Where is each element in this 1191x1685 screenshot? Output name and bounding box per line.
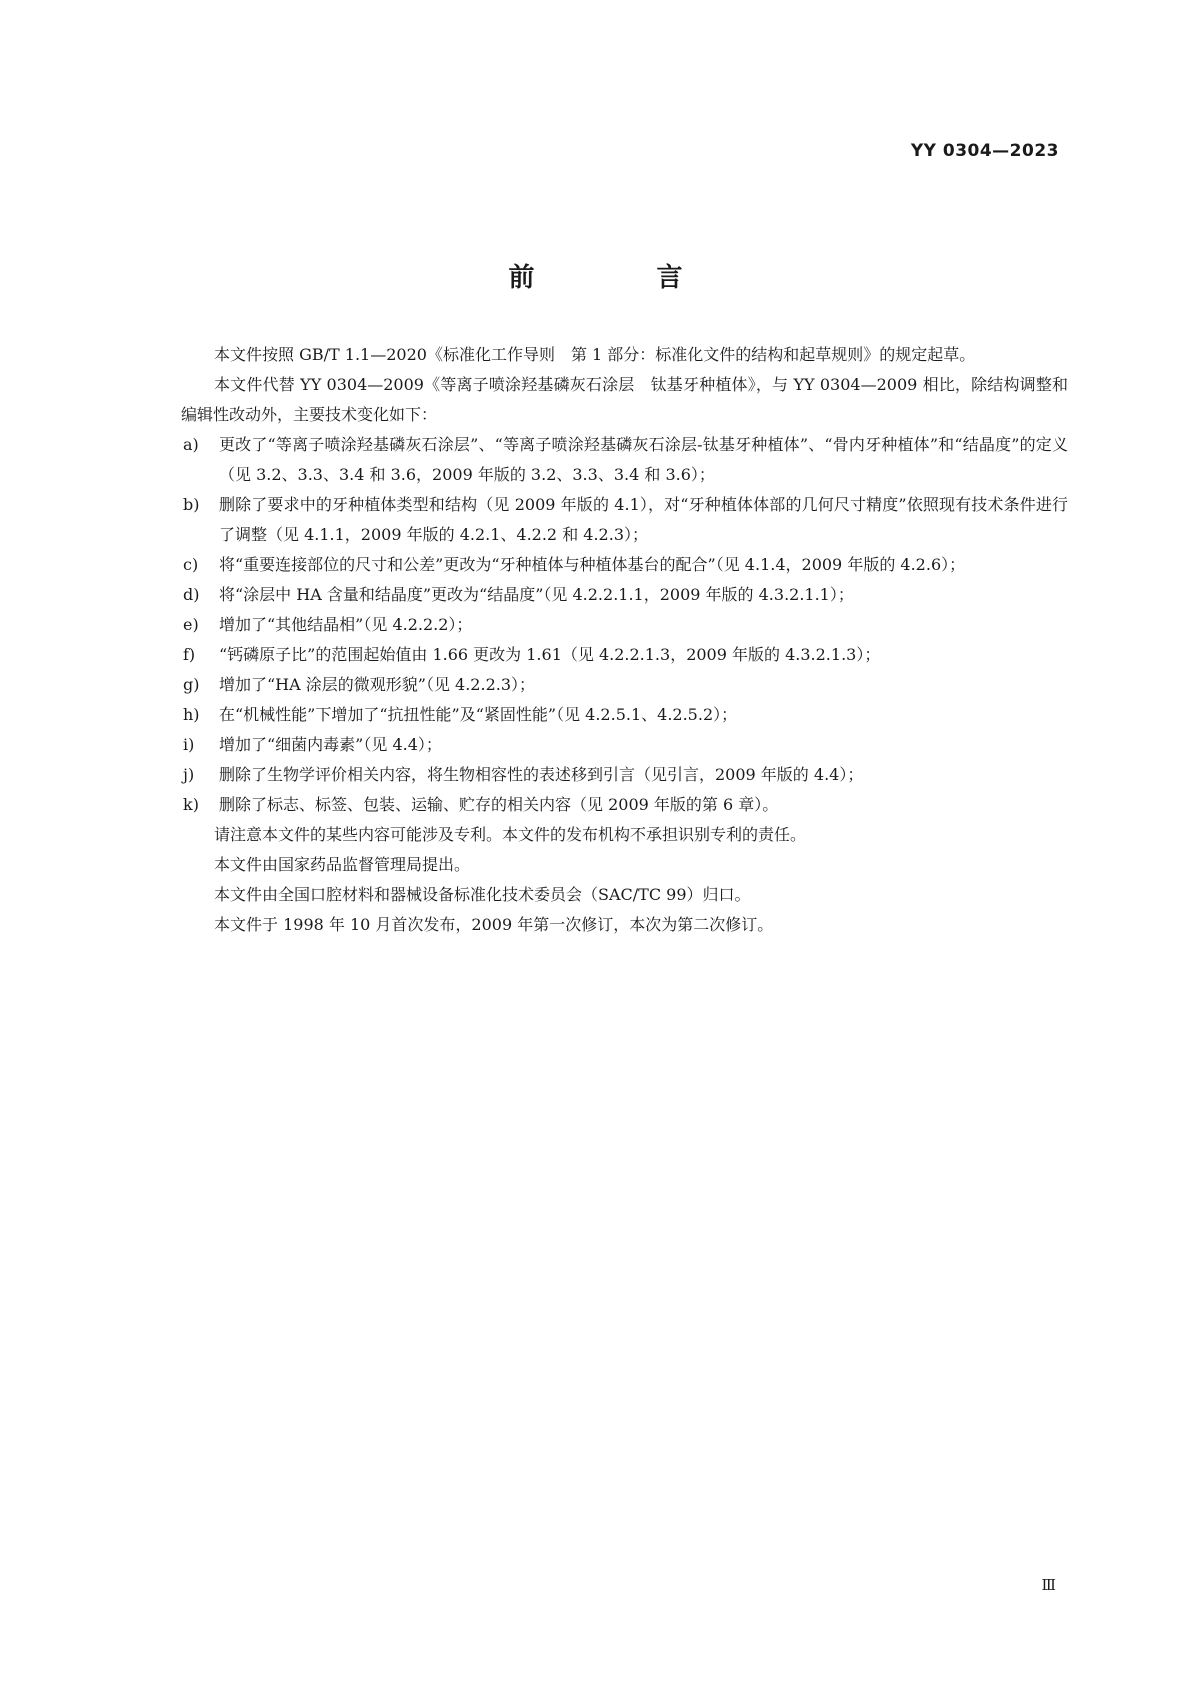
- list-marker: g): [183, 675, 200, 694]
- list-item: [181, 640, 1068, 670]
- list-item: [181, 550, 1068, 580]
- list-marker: e): [183, 615, 199, 634]
- page-number: Ⅲ: [1041, 1576, 1056, 1594]
- list-item: [181, 790, 1068, 820]
- list-item: [181, 730, 1068, 760]
- list-item-text: 增加了“细菌内毒素”（见 4.4）；: [219, 735, 442, 754]
- list-marker: c): [183, 555, 199, 574]
- list-item-text: 将“涂层中 HA 含量和结晶度”更改为“结晶度”（见 4.2.2.1.1，2009 年版的 4.3.2.1.1）；: [219, 585, 854, 604]
- list-marker: k): [183, 795, 199, 814]
- intro-paragraph: 本文件代替 YY 0304—2009《等离子喷涂羟基磷灰石涂层 钛基牙种植体》，与 YY 0304—2009 相比，除结构调整和编辑性改动外，主要技术变化如下：: [181, 375, 1068, 424]
- closing-paragraph: 本文件于 1998 年 10 月首次发布，2009 年第一次修订，本次为第二次修订。: [214, 915, 774, 934]
- list-marker: j): [183, 765, 195, 784]
- list-item: [181, 490, 1068, 550]
- list-item-text: 删除了标志、标签、包装、运输、贮存的相关内容（见 2009 年版的第 6 章）。: [219, 795, 779, 814]
- list-marker: a): [183, 435, 199, 454]
- document-code: YY 0304—2023: [910, 141, 1059, 161]
- list-item-text: 将“重要连接部位的尺寸和公差”更改为“牙种植体与种植体基台的配合”（见 4.1.4，2009 年版的 4.2.6）；: [219, 555, 966, 574]
- list-item: [181, 700, 1068, 730]
- list-marker: d): [183, 585, 200, 604]
- closing-paragraph: 请注意本文件的某些内容可能涉及专利。本文件的发布机构不承担识别专利的责任。: [214, 825, 807, 844]
- list-marker: b): [183, 495, 200, 514]
- list-item: [181, 430, 1068, 490]
- list-item-text: 删除了要求中的牙种植体类型和结构（见 2009 年版的 4.1），对“牙种植体体部的几何尺寸精度”依照现有技术条件进行了调整（见 4.1.1，2009 年版的 4.2.1、4.2.2 和 4.2.3）；: [219, 495, 1068, 544]
- closing-paragraph: 本文件由全国口腔材料和器械设备标准化技术委员会（SAC/TC 99）归口。: [214, 885, 751, 904]
- list-item: [181, 670, 1068, 700]
- document-body: [181, 340, 1068, 940]
- list-marker: i): [183, 735, 195, 754]
- list-item-text: “钙磷原子比”的范围起始值由 1.66 更改为 1.61（见 4.2.2.1.3，2009 年版的 4.3.2.1.3）；: [219, 645, 881, 664]
- list-item-text: 增加了“其他结晶相”（见 4.2.2.2）；: [219, 615, 473, 634]
- list-item-text: 删除了生物学评价相关内容，将生物相容性的表述移到引言（见引言，2009 年版的 4.4）；: [219, 765, 864, 784]
- technical-changes-list: [181, 430, 1068, 820]
- list-marker: h): [183, 705, 200, 724]
- list-item-text: 增加了“HA 涂层的微观形貌”（见 4.2.2.3）；: [219, 675, 536, 694]
- closing-paragraph: 本文件由国家药品监督管理局提出。: [214, 855, 471, 874]
- page-title: 前 言: [508, 263, 731, 294]
- list-item-text: 在“机械性能”下增加了“抗扭性能”及“紧固性能”（见 4.2.5.1、4.2.5.2）；: [219, 705, 738, 724]
- list-item: [181, 580, 1068, 610]
- list-item: [181, 610, 1068, 640]
- list-item-text: 更改了“等离子喷涂羟基磷灰石涂层”、“等离子喷涂羟基磷灰石涂层-钛基牙种植体”、“骨内牙种植体”和“结晶度”的定义（见 3.2、3.3、3.4 和 3.6，2009 年版的 3.2、3.3、3.4 和 3.6）；: [219, 435, 1068, 484]
- list-item: [181, 760, 1068, 790]
- intro-paragraph: 本文件按照 GB/T 1.1—2020《标准化工作导则 第 1 部分：标准化文件的结构和起草规则》的规定起草。: [214, 345, 976, 364]
- list-marker: f): [183, 645, 196, 664]
